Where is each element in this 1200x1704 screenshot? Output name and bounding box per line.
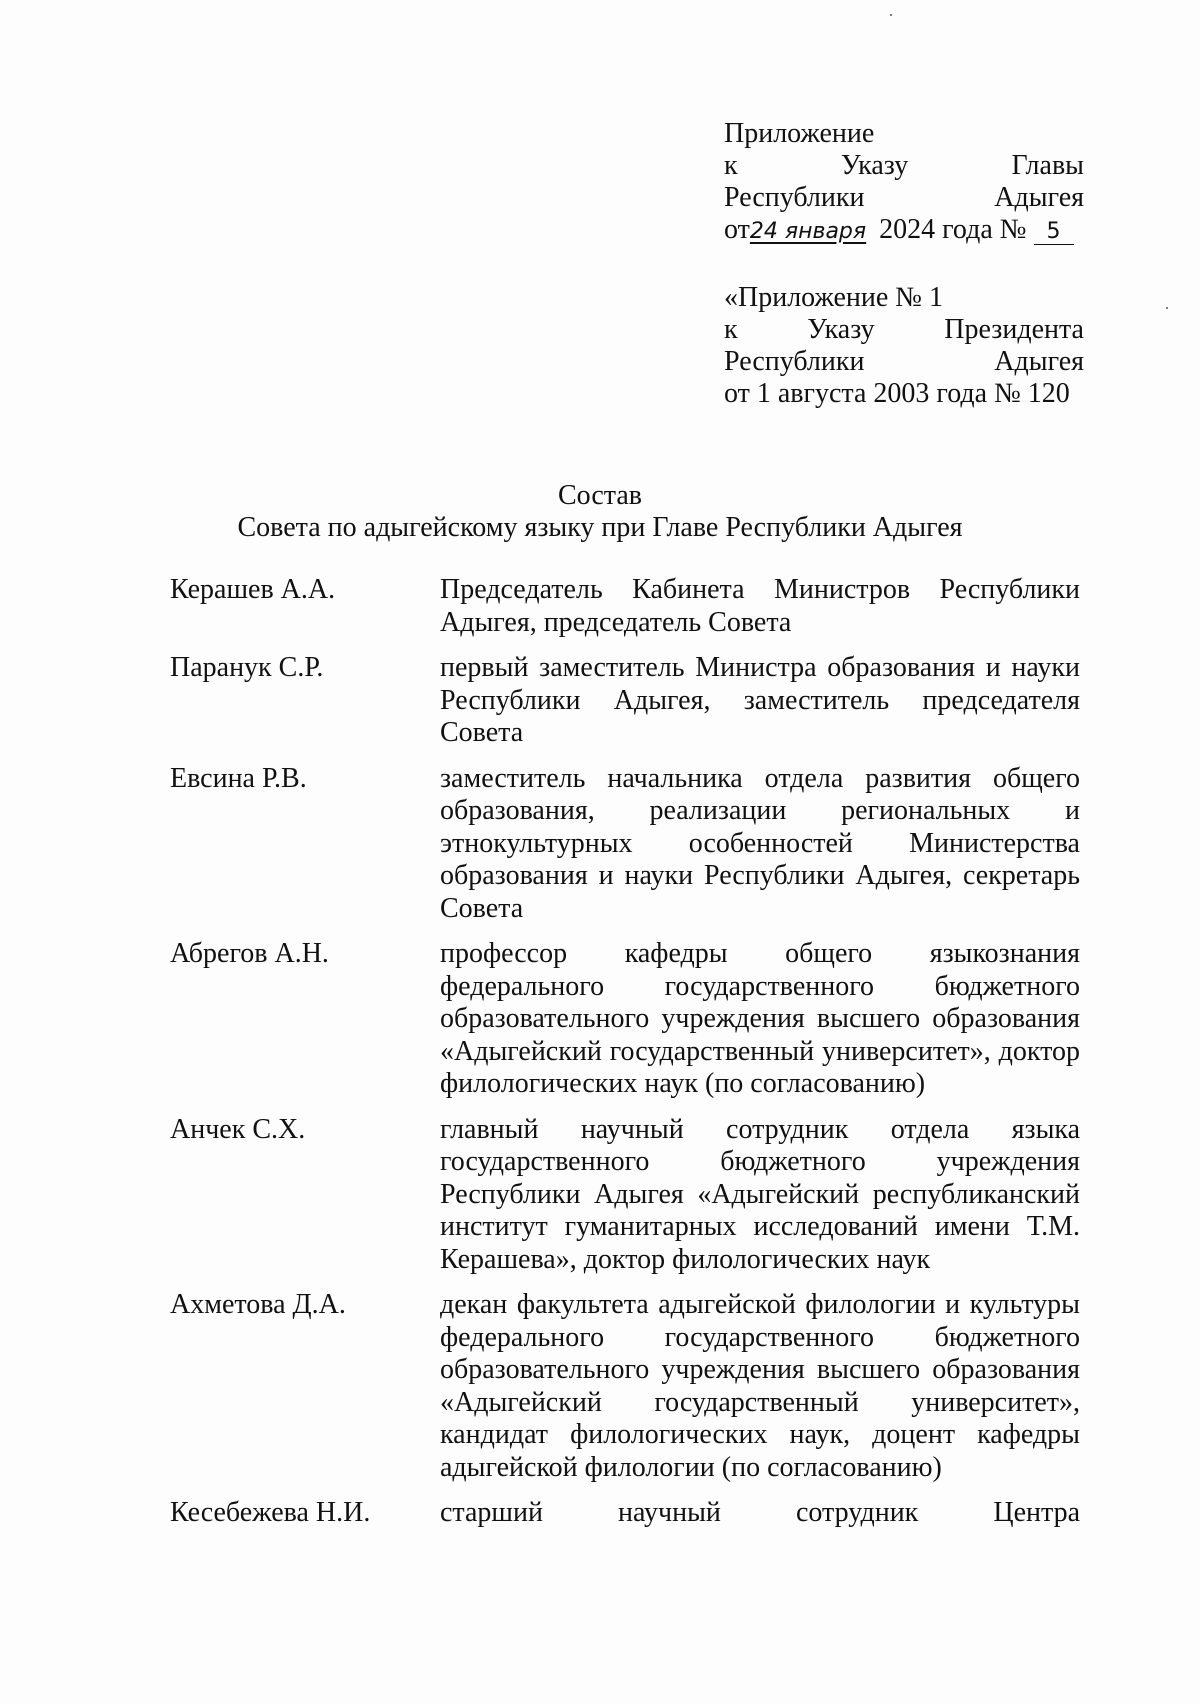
appendix-word: Республики: [724, 182, 865, 213]
prior-appendix-date: от 1 августа 2003 года № 120: [724, 378, 1070, 409]
member-role: старший научный сотрудник Центра: [440, 1497, 1080, 1528]
prior-appendix-title: «Приложение № 1: [724, 282, 943, 313]
prior-appendix-header: [724, 282, 1084, 410]
members-list: [170, 574, 1084, 1543]
appendix-line-republic: [724, 182, 1084, 214]
appendix-title: Приложение: [724, 118, 875, 149]
member-row: [170, 763, 1084, 926]
member-role: декан факультета адыгейской филологии и культуры федерального государственного бюджетного образовательного учреждения высшего образования «Адыгейский государственный университет», кандидат филологических наук, доцент кафедры адыгейской филологии (по согласованию): [440, 1289, 1080, 1483]
member-name: Кесебежева Н.И.: [170, 1497, 371, 1528]
prior-appendix-line-decree: [724, 314, 1084, 346]
appendix-date-line: [724, 214, 1084, 248]
appendix-word: Главы: [1011, 150, 1084, 181]
appendix-word: к: [724, 150, 738, 181]
scan-speck: [1166, 307, 1168, 309]
prior-appendix-word: Адыгея: [994, 346, 1084, 377]
member-row: [170, 574, 1084, 639]
prior-appendix-word: Президента: [944, 314, 1084, 345]
member-role: профессор кафедры общего языкознания федерального государственного бюджетного образовательного учреждения высшего образования «Адыгейский государственный университет», доктор филологических наук (по согласованию): [440, 938, 1080, 1099]
appendix-header: [724, 118, 1084, 248]
member-role: Председатель Кабинета Министров Республики Адыгея, председатель Совета: [440, 574, 1080, 638]
prior-appendix-line-republic: [724, 346, 1084, 378]
date-prefix: от: [724, 214, 750, 245]
member-name: Абрегов А.Н.: [170, 938, 329, 969]
date-year: 2024 года №: [879, 214, 1027, 245]
member-row: [170, 1114, 1084, 1277]
member-name: Анчек С.Х.: [170, 1113, 306, 1145]
appendix-word: Адыгея: [994, 182, 1084, 213]
appendix-word: Указу: [840, 150, 909, 181]
member-row: [170, 1497, 1084, 1530]
scan-speck: [890, 14, 892, 16]
prior-appendix-word: Указу: [807, 314, 875, 345]
member-row: [170, 938, 1084, 1101]
member-row: [170, 1289, 1084, 1484]
member-role: главный научный сотрудник отдела языка государственного бюджетного учреждения Республики Адыгея «Адыгейский республиканский институт гуманитарных исследований имени Т.М. Керашева», доктор филологических наук: [440, 1113, 1080, 1275]
member-name: Ахметова Д.А.: [170, 1289, 346, 1320]
prior-appendix-word: к: [724, 314, 738, 345]
handwritten-number: 5: [1034, 220, 1074, 245]
document-title: [0, 480, 1200, 544]
title-line-2: Совета по адыгейскому языку при Главе Республики Адыгея: [237, 512, 963, 543]
member-role: первый заместитель Министра образования и науки Республики Адыгея, заместитель председателя Совета: [440, 652, 1080, 748]
title-line-1: Состав: [557, 480, 643, 511]
handwritten-date: 24 января: [749, 219, 867, 244]
member-name: Керашев А.А.: [170, 574, 336, 605]
member-role: заместитель начальника отдела развития общего образования, реализации региональных и этнокультурных особенностей Министерства образования и науки Республики Адыгея, секретарь Совета: [440, 762, 1080, 924]
member-row: [170, 652, 1084, 750]
member-name: Паранук С.Р.: [170, 652, 324, 683]
appendix-line-decree: [724, 150, 1084, 182]
member-name: Евсина Р.В.: [170, 762, 307, 794]
prior-appendix-word: Республики: [724, 346, 865, 377]
